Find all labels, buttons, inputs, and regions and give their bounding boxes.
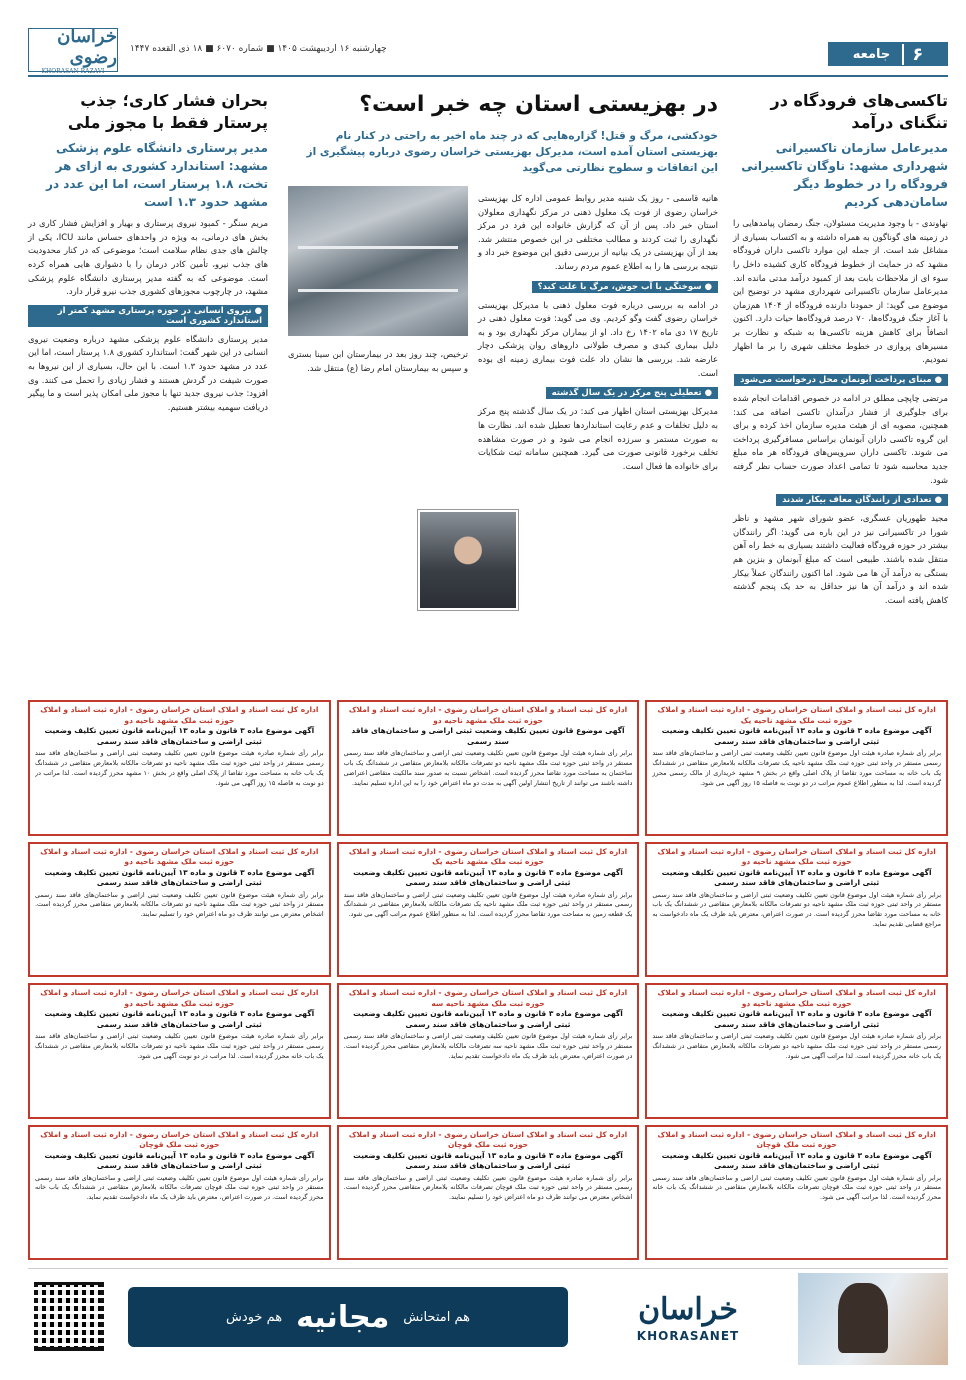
legal-notice	[337, 842, 640, 978]
legal-notice-signature	[35, 1116, 324, 1119]
legal-notice	[645, 700, 948, 836]
legal-notice-body: برابر رأی شماره هیئت اول موضوع قانون تعیین تکلیف وضعیت ثبتی اراضی و ساختمان‌های فاقد سند رسمی مستقر در واحد ثبتی حوزه ثبت ملک قوچان تصرفات مالکانه بلامعارض متقاضی در ششدانگ یک باب خانه محرز گردیده است. در صورت اعتراض، معترض باید ظرف یک ماه دادخواست تقدیم نماید.	[35, 1173, 324, 1202]
right-article-body-3: مجید طهوریان عسگری، عضو شورای شهر مشهد و ناظر شورا در تاکسیرانی نیز در این باره می گوید: اگر رانندگان بیشتر در حوزه فرودگاه فعالیت داشتند بسیاری به خط راه آهن منتقل شده باشند. طبیعی است که مبلغ آبونمان و بنزین هم بستگی به درآمد آن ها می شود. اما اکنون رانندگان عملاً بیکار شده اند و درآمد آن ها نیز حداقل به حد یک پنجم گذشته کاهش یافته است.	[733, 513, 948, 605]
legal-notice-body: برابر رأی شماره هیئت اول موضوع قانون تعیین تکلیف وضعیت ثبتی اراضی و ساختمان‌های فاقد سند رسمی مستقر در واحد ثبتی حوزه ثبت ملک قوچان تصرفات مالکانه بلامعارض متقاضی در ششدانگ یک باب خانه محرز گردیده است. لذا مراتب آگهی می شود.	[652, 1173, 941, 1202]
bottom-banner	[28, 1268, 948, 1368]
legal-notice-header: اداره کل ثبت اسناد و املاک استان خراسان رضوی - اداره ثبت اسناد و املاک حوزه ثبت ملک قوچان	[348, 1129, 628, 1149]
legal-notice-header: اداره کل ثبت اسناد و املاک استان خراسان رضوی - اداره ثبت اسناد و املاک حوزه ثبت ملک قوچان	[40, 1129, 319, 1149]
left-article-subhead-1: ● نیروی انسانی در حوزه پرستاری مشهد کمتر از استاندارد کشوری است	[28, 305, 268, 327]
legal-notice-subject: آگهی موضوع ماده ۳ قانون و ماده ۱۳ آیین‌نامه قانون تعیین تکلیف وضعیت ثبتی اراضی و ساختمان‌های فاقد سند رسمی	[353, 867, 623, 887]
legal-notice	[28, 1125, 331, 1261]
middle-article-caption: ترخیص، چند روز بعد در بیمارستان ابن سینا بستری و سپس به بیمارستان امام رضا (ع) منتقل شد.	[288, 349, 468, 373]
middle-article-title: در بهزیستی استان چه خبر است؟	[359, 92, 718, 117]
legal-notice-subject: آگهی موضوع ماده ۳ قانون و ماده ۱۳ آیین‌نامه قانون تعیین تکلیف وضعیت ثبتی اراضی و ساختمان‌های فاقد سند رسمی	[661, 1009, 932, 1029]
legal-notice-header: اداره کل ثبت اسناد و املاک استان خراسان رضوی - اداره ثبت اسناد و املاک حوزه ثبت ملک مشهد ناحیه یک	[348, 846, 628, 866]
legal-notice-signature	[344, 1258, 633, 1261]
promo-side-2: هم امتحانش	[403, 1309, 470, 1325]
section-name: جامعه	[852, 46, 891, 62]
legal-notice	[337, 700, 640, 836]
promo-side-1: هم خودش	[226, 1309, 283, 1325]
legal-notice-body: برابر رأی شماره صادره هیئت اول موضوع قانون تعیین تکلیف وضعیت ثبتی اراضی و ساختمان‌های فاقد سند رسمی مستقر در واحد ثبتی حوزه ثبت ملک مشهد ناحیه دو تصرفات مالکانه بلامعارض متقاضی در ششدانگ یک باب خانه محرز گردیده است. لذا مراتب آگهی می شود.	[652, 1032, 941, 1060]
legal-notice-header: اداره کل ثبت اسناد و املاک استان خراسان رضوی - اداره ثبت اسناد و املاک حوزه ثبت ملک قوچان	[657, 1129, 936, 1149]
legal-notice-subject: آگهی موضوع ماده ۳ قانون و ماده ۱۳ آیین‌نامه قانون تعیین تکلیف وضعیت ثبتی اراضی و ساختمان‌های فاقد سند رسمی	[44, 1150, 315, 1170]
legal-notice-subject: آگهی موضوع ماده ۳ قانون و ماده ۱۳ آیین‌نامه قانون تعیین تکلیف وضعیت ثبتی اراضی و ساختمان‌های فاقد سند رسمی	[661, 867, 932, 887]
header-rule	[28, 75, 948, 77]
legal-notice-header: اداره کل ثبت اسناد و املاک استان خراسان رضوی - اداره ثبت اسناد و املاک حوزه ثبت ملک مشهد ناحیه دو	[40, 705, 319, 725]
legal-notice-signature	[35, 975, 324, 978]
left-article	[28, 90, 268, 415]
legal-notice	[28, 983, 331, 1119]
legal-notice-signature	[344, 833, 633, 836]
legal-notice	[337, 1125, 640, 1261]
promo-box[interactable]	[128, 1287, 568, 1347]
left-article-lead: مدیر پرستاری دانشگاه علوم پزشکی مشهد: استاندارد کشوری به ازای هر تخت، ۱.۸ پرستار است، اما این عدد در مشهد حدود ۱.۳ است	[46, 141, 268, 210]
middle-article-subhead-2: ● تعطیلی پنج مرکز در یک سال گذشته	[546, 387, 718, 399]
legal-notice-subject: آگهی موضوع ماده ۳ قانون و ماده ۱۳ آیین‌نامه قانون تعیین تکلیف وضعیت ثبتی اراضی و ساختمان‌های فاقد سند رسمی	[661, 1150, 932, 1170]
legal-notice-signature	[652, 1116, 941, 1119]
legal-notice-body: برابر رأی شماره صادره هیئت اول موضوع قانون تعیین تکلیف وضعیت ثبتی اراضی و ساختمان‌های فاقد سند رسمی مستقر در واحد ثبتی حوزه ثبت ملک مشهد ناحیه یک تصرفات مالکانه بلامعارض متقاضی در ششدانگ یک قطعه زمین به مساحت مورد تقاضا محرز گردیده است. لذا به منظور اطلاع عموم مراتب آگهی می شود.	[343, 890, 633, 919]
legal-notice-header: اداره کل ثبت اسناد و املاک استان خراسان رضوی - اداره ثبت اسناد و املاک حوزه ثبت ملک مشهد ناحیه سه	[348, 988, 628, 1008]
dateline: چهارشنبه ۱۶ اردیبهشت ۱۴۰۵ ■ شماره ۶۰۷۰ ■ ۱۸ ذی القعده ۱۴۴۷	[130, 44, 387, 54]
legal-notice-body: برابر رأی شماره هیئت اول موضوع قانون تعیین تکلیف وضعیت ثبتی اراضی و ساختمان‌های فاقد سند رسمی مستقر در واحد ثبتی حوزه ثبت ملک مشهد ناحیه دو تصرفات مالکانه بلامعارض متقاضی در ششدانگ یک باب خانه به مساحت مورد تقاضا محرز گردیده است. در صورت اعتراض، معترض باید ظرف یک ماه دادخواست به مراجع قضایی تقدیم نماید.	[652, 890, 941, 929]
legal-notice-body: برابر رأی شماره صادره هیئت اول موضوع قانون تعیین تکلیف وضعیت ثبتی اراضی و ساختمان‌های فاقد سند رسمی مستقر در واحد ثبتی حوزه ثبت ملک مشهد ناحیه یک تصرفات مالکانه بلامعارض متقاضی در ششدانگ یک باب خانه به مساحت مورد تقاضا از پلاک اصلی واقع در بخش ۹ مشهد خریداری از مالک رسمی محرز گردیده است. لذا به منظور اطلاع عموم مراتب در دو نوبت به فاصله ۱۵ روز آگهی می شود.	[652, 749, 941, 787]
legal-notice-signature	[652, 1258, 941, 1261]
middle-article-body-1: هانیه قاسمی - روز یک شنبه مدیر روابط عمومی اداره کل بهزیستی خراسان رضوی از فوت یک معلول ذهنی در مرکز نگهداری معلولان استان خبر داد. پس از آن که گزارش خانواده این فرد در مرکز نگهداری را ثبت کردند و مطالب مختلفی در این خصوص منتشر شد. بعد از آن بهزیستی در یک بیانیه از بررسی دقیق این موضوع خبر داد و نتیجه بررسی ها را به اطلاع عموم مردم رساند.	[478, 193, 718, 272]
brand-name-fa: خراسان	[638, 1292, 738, 1327]
legal-notice-signature	[652, 833, 941, 836]
right-article-lead: مدیرعامل سازمان تاکسیرانی شهرداری مشهد: ناوگان تاکسیرانی فرودگاه را در خطوط دیگر سامان‌دهی کردیم	[741, 141, 948, 210]
banner-photo	[798, 1273, 948, 1365]
legal-notice	[645, 842, 948, 978]
middle-article-text	[478, 186, 718, 473]
legal-notice-signature	[344, 975, 633, 978]
legal-notice-subject: آگهی موضوع ماده ۳ قانون و ماده ۱۳ آیین‌نامه قانون تعیین تکلیف وضعیت ثبتی اراضی و ساختمان‌های فاقد سند رسمی	[44, 867, 315, 887]
brand-name-en: KHORASANET	[636, 1329, 740, 1343]
page-header	[0, 0, 966, 80]
qr-code-pattern	[34, 1281, 104, 1351]
legal-notices-grid	[28, 700, 948, 1260]
middle-article-body-2: در ادامه به بررسی درباره فوت معلول ذهنی با مدیرکل بهزیستی خراسان رضوی گفت وگو کردیم. وی می گوید: فوت معلول ذهنی در تاریخ ۱۷ دی ماه ۱۴۰۲ رخ داد. او از بیماران مرکز نگهداری بود و به دلیل بیماری کبدی و مصرف طولانی داروهای روان پزشکی دچار عارضه شد. بررسی ها نشان داد علت فوت بیماری زمینه ای بوده است.	[478, 299, 718, 378]
page-number: ۶	[902, 44, 923, 65]
middle-article-lead: خودکشی، مرگ و قتل! گزاره‌هایی که در چند ماه اخیر به راحتی در کنار نام بهزیستی استان آمده است، مدیرکل بهزیستی خراسان رضوی درباره پیشگیری از این اتفاقات و سطوح نظارتی می‌گوید	[306, 129, 718, 175]
right-article-subhead-1: ● مبنای پرداخت آبونمان محل درخواست می‌شود	[734, 374, 948, 386]
official-portrait-photo	[418, 510, 518, 610]
promo-main: مجانیه	[296, 1299, 390, 1335]
legal-notice-signature	[652, 975, 941, 978]
legal-notice-header: اداره کل ثبت اسناد و املاک استان خراسان رضوی - اداره ثبت اسناد و املاک حوزه ثبت ملک مشهد ناحیه دو	[40, 988, 319, 1008]
legal-notice-header: اداره کل ثبت اسناد و املاک استان خراسان رضوی - اداره ثبت اسناد و املاک حوزه ثبت ملک مشهد ناحیه دو	[348, 705, 628, 725]
middle-article-subhead-1: ● سوختگی با آب جوش، مرگ با علت کبد؟	[532, 281, 718, 293]
right-article	[733, 90, 948, 607]
left-article-title: بحران فشار کاری؛ جذب پرستار فقط با مجوز ملی	[67, 91, 268, 132]
legal-notice	[337, 983, 640, 1119]
logo-subtext: KHORASAN RAZAVI	[41, 67, 105, 75]
right-article-body-1: نهاوندی - با وجود مدیریت مسئولان، جنگ رمضان پیامدهایی را در زمینه های گوناگون به همراه داشته و به اکتساب بسیاری از مشاغل شد است. از جمله این موارد تاکسی داران فرودگاه مشهد که در حمایت از خطوط فرودگاه کاری کشیده داخل را سوء ای از ملاحظات بابت بعد از کمبود درآمد مدتی مانده اند. مدیرعامل سازمان تاکسیرانی شهرداری مشهد در توضیح این موضوع می گوید: از حمودنا دارنده فرودگاه از ۱۴۰۴ هم‌زمان با آغاز جنگ فرودگاه‌ها، ۷۰ درصد فرودگاه‌ها حیات دارد. اکنون انصافاً برای کاهش هزینه تاکسی‌ها به شبکه و نظارت بر مسیرهای پروازی در خطوط مختلف شهری را بر ما اظهار نمودیم.	[733, 218, 949, 365]
legal-notice-subject: آگهی موضوع ماده ۳ قانون و ماده ۱۳ آیین‌نامه قانون تعیین تکلیف وضعیت ثبتی اراضی و ساختمان‌های فاقد سند رسمی	[44, 1009, 315, 1029]
left-article-body-2: مدیر پرستاری دانشگاه علوم پزشکی مشهد درباره وضعیت نیروی انسانی در این شهر گفت: استاندارد کشوری ۱.۸ پرستار است، اما این عدد در مشهد حدود ۱.۳ است. با این حال، بسیاری از این نیروها به صورت شیفت در گردش هستند و فشار زیادی را تحمل می کنند. وی افزود: جذب نیروی جدید تنها با مجوز ملی امکان پذیر است و ما پیگیر دریافت سهمیه بیشتر هستیم.	[28, 333, 268, 412]
legal-notice-header: اداره کل ثبت اسناد و املاک استان خراسان رضوی - اداره ثبت اسناد و املاک حوزه ثبت ملک مشهد ناحیه دو	[657, 988, 936, 1008]
legal-notice-body: برابر رأی شماره صادره هیئت موضوع قانون تعیین تکلیف وضعیت ثبتی اراضی و ساختمان‌های فاقد سند رسمی مستقر در واحد ثبتی حوزه ثبت ملک قوچان تصرفات مالکانه بلامعارض متقاضی محرز گردیده است. اشخاص معترض می توانند ظرف دو ماه اعتراض خود را تسلیم نمایند.	[343, 1173, 633, 1202]
legal-notice-signature	[35, 1258, 324, 1261]
legal-notice-subject: آگهی موضوع ماده ۳ قانون و ماده ۱۳ آیین‌نامه قانون تعیین تکلیف وضعیت ثبتی اراضی و ساختمان‌های فاقد سند رسمی	[353, 1009, 623, 1029]
legal-notice-body: برابر رأی شماره هیئت اول موضوع قانون تعیین تکلیف وضعیت ثبتی اراضی و ساختمان‌های فاقد سند رسمی مستقر در واحد ثبتی حوزه ثبت ملک مشهد ناحیه سه تصرفات مالکانه بلامعارض متقاضی محرز گردیده است. در صورت اعتراض، معترض باید ظرف یک ماه دادخواست تقدیم نماید.	[343, 1032, 633, 1060]
legal-notice-header: اداره کل ثبت اسناد و املاک استان خراسان رضوی - اداره ثبت اسناد و املاک حوزه ثبت ملک مشهد ناحیه دو	[657, 846, 936, 866]
legal-notice-body: برابر رأی شماره هیئت اول موضوع قانون تعیین تکلیف وضعیت ثبتی اراضی و ساختمان‌های فاقد سند رسمی مستقر در واحد ثبتی حوزه ثبت ملک مشهد ناحیه دو تصرفات مالکانه بلامعارض متقاضی در ششدانگ یک باب ساختمان به مساحت مورد تقاضا محرز گردیده است. اشخاص نسبت به صدور سند مالکیت متقاضی اعتراضی داشته باشند می توانند از تاریخ انتشار اولین آگهی به مدت دو ماه اعتراض خود را به این اداره تسلیم نمایند.	[343, 749, 633, 787]
legal-notice	[645, 983, 948, 1119]
legal-notice-header: اداره کل ثبت اسناد و املاک استان خراسان رضوی - اداره ثبت اسناد و املاک حوزه ثبت ملک مشهد ناحیه یک	[657, 705, 936, 725]
legal-notice-subject: آگهی موضوع ماده ۳ قانون و ماده ۱۳ آیین‌نامه قانون تعیین تکلیف وضعیت ثبتی اراضی و ساختمان‌های فاقد سند رسمی	[353, 1150, 623, 1170]
middle-article-body-3: مدیرکل بهزیستی استان اظهار می کند: در یک سال گذشته پنج مرکز به دلیل تخلفات و عدم رعایت استانداردها تعطیل شده اند. نظارت ها به صورت مستمر و سرزده انجام می شود و در صورت مشاهده تخلف برخورد قانونی صورت می گیرد. همچنین سامانه ثبت شکایات برای خانواده ها فعال است.	[478, 406, 718, 471]
middle-article	[288, 90, 718, 690]
legal-notice-subject: آگهی موضوع ماده ۳ قانون و ماده ۱۳ آیین‌نامه قانون تعیین تکلیف وضعیت ثبتی اراضی و ساختمان‌های فاقد سند رسمی	[661, 726, 932, 746]
left-article-body-1: مریم سنگر - کمبود نیروی پرستاری و بهیار و افزایش فشار کاری در بخش های درمانی، به ویژه در واحدهای حساس مانند ICU، یکی از چالش های جدی نظام سلامت است؛ موضوعی که در کنار محدودیت های جذب نیرو، تأمین کادر درمان را با دشواری هایی همراه کرده است. موضوعی که به گفته مدیر پرستاری دانشگاه علوم پزشکی مشهد، در چارچوب مجوزهای کشوری جذب نیرو قرار دارد.	[28, 218, 268, 297]
hospital-ward-photo	[288, 186, 468, 336]
legal-notice-subject: آگهی موضوع قانون تعیین تکلیف وضعیت ثبتی اراضی و ساختمان‌های فاقد سند رسمی	[351, 726, 625, 746]
legal-notice-body: برابر رأی شماره صادره هیئت موضوع قانون تعیین تکلیف وضعیت ثبتی اراضی و ساختمان‌های فاقد سند رسمی مستقر در واحد ثبتی حوزه ثبت ملک مشهد ناحیه دو تصرفات مالکانه بلامعارض متقاضی در ششدانگ یک باب خانه به مساحت مورد تقاضا از پلاک اصلی واقع در بخش ۱۰ مشهد محرز گردیده است. لذا مراتب در دو نوبت به فاصله ۱۵ روز آگهی می شود.	[35, 749, 324, 787]
newspaper-logo	[28, 25, 118, 75]
legal-notice-body: برابر رأی شماره صادره هیئت موضوع قانون تعیین تکلیف وضعیت ثبتی اراضی و ساختمان‌های فاقد سند رسمی مستقر در واحد ثبتی حوزه ثبت ملک مشهد ناحیه دو تصرفات مالکانه بلامعارض متقاضی در ششدانگ یک باب خانه محرز گردیده است. لذا مراتب در دو نوبت آگهی می شود.	[35, 1032, 324, 1060]
right-article-subhead-2: ● تعدادی از رانندگان معاف بیکار شدند	[776, 494, 948, 506]
right-article-body-2: مرتضی چاپچی مطلق در ادامه در خصوص اقدامات انجام شده برای جلوگیری از فشار درآمدان تاکسی اضافه می کند: همچنین، مصوبه ای از هیئت مدیره سازمان اخذ کرده و برای این گروه تاکسی داران آبونمان براساس مسافرگیری پرداخت می شوند. تاکسی داران سرویس‌های فرودگاه هر ماه مبلغ جدید محاسبه شود تا تمامی اعداد صورت حساب نظر گرفته شود.	[733, 392, 948, 485]
section-badge	[828, 42, 948, 66]
right-article-title: تاکسی‌های فرودگاه در تنگنای درآمد	[770, 91, 948, 132]
brand-logo	[588, 1279, 788, 1359]
legal-notice	[28, 842, 331, 978]
legal-notice	[645, 1125, 948, 1261]
logo-text: خراسان رضوی	[57, 25, 117, 68]
legal-notice-signature	[344, 1116, 633, 1119]
legal-notice-header: اداره کل ثبت اسناد و املاک استان خراسان رضوی - اداره ثبت اسناد و املاک حوزه ثبت ملک مشهد ناحیه دو	[40, 846, 319, 866]
legal-notice-signature	[35, 833, 324, 836]
legal-notice-body: برابر رأی شماره هیئت موضوع قانون تعیین تکلیف وضعیت ثبتی اراضی و ساختمان‌های فاقد سند رسمی مستقر در واحد ثبتی حوزه ثبت ملک مشهد ناحیه دو تصرفات مالکانه بلامعارض متقاضی محرز گردیده است. اشخاص معترض می توانند ظرف دو ماه اعتراض خود را تسلیم نمایند.	[35, 890, 324, 919]
legal-notice-subject: آگهی موضوع ماده ۳ قانون و ماده ۱۳ آیین‌نامه قانون تعیین تکلیف وضعیت ثبتی اراضی و ساختمان‌های فاقد سند رسمی	[44, 726, 315, 746]
legal-notice	[28, 700, 331, 836]
